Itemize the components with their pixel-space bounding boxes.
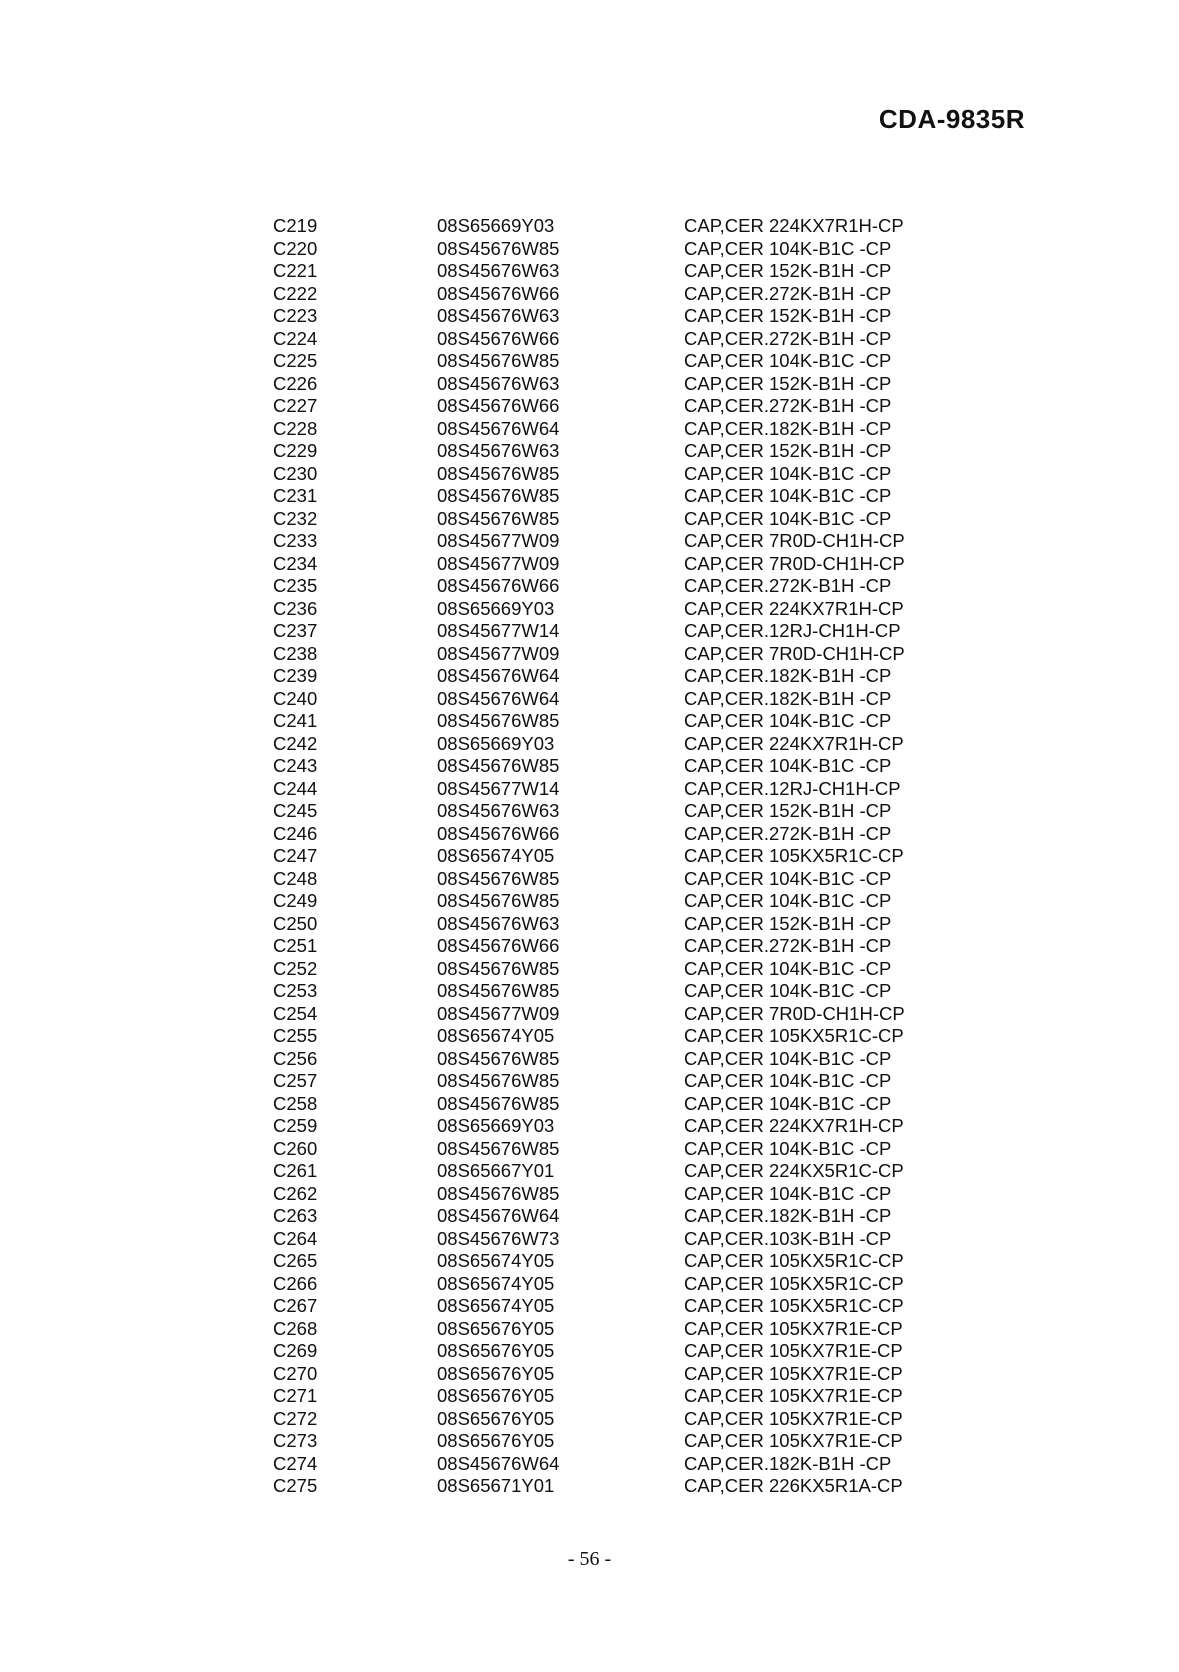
part-description: CAP,CER 104K-B1C -CP [684,1137,892,1159]
part-description: CAP,CER 152K-B1H -CP [684,372,892,394]
part-description: CAP,CER 105KX7R1E-CP [684,1340,903,1361]
part-ref: C224 [273,327,318,349]
part-number: 08S65676Y05 [437,1407,555,1429]
page-number: - 56 - [567,1548,612,1570]
part-number: 08S65674Y05 [437,1272,555,1294]
part-number: 08S45676W85 [437,507,560,529]
part-number: 08S65671Y01 [437,1475,555,1496]
part-ref: C236 [273,597,318,619]
part-number: 08S45676W63 [437,260,560,281]
parts-row [273,890,973,913]
part-ref: C231 [273,485,318,506]
part-ref: C269 [273,1340,318,1361]
part-ref: C230 [273,462,318,484]
parts-row [273,823,973,846]
parts-row [273,1048,973,1071]
parts-row [273,598,973,621]
part-ref: C223 [273,305,318,326]
part-ref: C242 [273,732,318,754]
parts-row [273,1273,973,1296]
parts-row [273,710,973,733]
part-ref: C240 [273,687,318,709]
part-number: 08S45676W63 [437,372,560,394]
part-number: 08S45676W85 [437,867,560,889]
part-description: CAP,CER.182K-B1H -CP [684,1452,892,1474]
part-number: 08S45676W64 [437,687,560,709]
part-ref: C271 [273,1385,318,1406]
part-description: CAP,CER.182K-B1H -CP [684,687,892,709]
parts-row [273,1295,973,1318]
parts-row [273,1318,973,1341]
parts-row [273,1160,973,1183]
part-description: CAP,CER 7R0D-CH1H-CP [684,552,905,574]
part-description: CAP,CER 104K-B1C -CP [684,867,892,889]
part-description: CAP,CER 224KX7R1H-CP [684,732,904,754]
part-number: 08S45676W85 [437,755,560,776]
parts-row [273,283,973,306]
part-description: CAP,CER 105KX5R1C-CP [684,845,904,866]
part-ref: C259 [273,1115,318,1136]
parts-row [273,463,973,486]
part-ref: C256 [273,1047,318,1069]
parts-row [273,1138,973,1161]
part-number: 08S45677W14 [437,777,560,799]
part-number: 08S45676W85 [437,1092,560,1114]
parts-row [273,440,973,463]
part-description: CAP,CER.272K-B1H -CP [684,395,892,416]
part-description: CAP,CER 105KX7R1E-CP [684,1385,903,1406]
part-number: 08S65674Y05 [437,1295,555,1316]
part-number: 08S45676W66 [437,822,560,844]
part-description: CAP,CER 104K-B1C -CP [684,507,892,529]
part-number: 08S45676W85 [437,890,560,911]
part-description: CAP,CER 104K-B1C -CP [684,1070,892,1091]
part-number: 08S45676W85 [437,710,560,731]
parts-row [273,1430,973,1453]
part-number: 08S45676W73 [437,1227,560,1249]
parts-row [273,1070,973,1093]
parts-row [273,418,973,441]
part-number: 08S65676Y05 [437,1430,555,1451]
part-ref: C228 [273,417,318,439]
part-ref: C244 [273,777,318,799]
parts-row [273,485,973,508]
parts-row [273,1093,973,1116]
part-ref: C275 [273,1475,318,1496]
part-description: CAP,CER 7R0D-CH1H-CP [684,642,905,664]
part-description: CAP,CER 105KX7R1E-CP [684,1407,903,1429]
parts-row [273,1340,973,1363]
part-ref: C220 [273,237,318,259]
parts-row [273,260,973,283]
part-ref: C260 [273,1137,318,1159]
part-description: CAP,CER 226KX5R1A-CP [684,1475,903,1496]
part-description: CAP,CER 152K-B1H -CP [684,912,892,934]
part-ref: C225 [273,350,318,371]
part-description: CAP,CER 105KX7R1E-CP [684,1362,903,1384]
part-ref: C258 [273,1092,318,1114]
part-description: CAP,CER.103K-B1H -CP [684,1227,892,1249]
part-number: 08S45677W09 [437,642,560,664]
part-description: CAP,CER.182K-B1H -CP [684,417,892,439]
part-ref: C241 [273,710,318,731]
part-number: 08S45676W85 [437,957,560,979]
part-description: CAP,CER 104K-B1C -CP [684,1182,892,1204]
part-description: CAP,CER 224KX5R1C-CP [684,1160,904,1181]
part-number: 08S45676W66 [437,575,560,596]
part-description: CAP,CER 7R0D-CH1H-CP [684,530,905,551]
part-number: 08S45676W66 [437,282,560,304]
parts-row [273,958,973,981]
part-description: CAP,CER 105KX7R1E-CP [684,1317,903,1339]
parts-row [273,1228,973,1251]
part-number: 08S45676W63 [437,440,560,461]
part-description: CAP,CER 152K-B1H -CP [684,260,892,281]
part-description: CAP,CER.272K-B1H -CP [684,822,892,844]
part-number: 08S45676W64 [437,417,560,439]
part-ref: C248 [273,867,318,889]
part-description: CAP,CER 104K-B1C -CP [684,237,892,259]
parts-row [273,800,973,823]
part-ref: C264 [273,1227,318,1249]
part-number: 08S65669Y03 [437,1115,555,1136]
part-number: 08S45677W09 [437,1002,560,1024]
part-ref: C233 [273,530,318,551]
part-ref: C268 [273,1317,318,1339]
part-description: CAP,CER 152K-B1H -CP [684,800,892,821]
parts-row [273,913,973,936]
part-number: 08S65676Y05 [437,1385,555,1406]
part-ref: C243 [273,755,318,776]
part-number: 08S45676W85 [437,1070,560,1091]
part-ref: C238 [273,642,318,664]
parts-row [273,238,973,261]
parts-row [273,350,973,373]
part-description: CAP,CER 104K-B1C -CP [684,462,892,484]
part-number: 08S65676Y05 [437,1317,555,1339]
parts-row [273,1205,973,1228]
part-number: 08S65674Y05 [437,845,555,866]
part-description: CAP,CER 104K-B1C -CP [684,980,892,1001]
part-ref: C273 [273,1430,318,1451]
part-number: 08S45677W09 [437,552,560,574]
part-ref: C261 [273,1160,318,1181]
parts-row [273,778,973,801]
parts-row [273,530,973,553]
parts-row [273,1183,973,1206]
part-ref: C232 [273,507,318,529]
part-ref: C234 [273,552,318,574]
part-description: CAP,CER 104K-B1C -CP [684,755,892,776]
part-number: 08S65669Y03 [437,732,555,754]
part-number: 08S45676W63 [437,305,560,326]
part-ref: C251 [273,935,318,956]
part-number: 08S65676Y05 [437,1362,555,1384]
parts-row [273,1115,973,1138]
part-number: 08S45676W85 [437,1137,560,1159]
part-ref: C245 [273,800,318,821]
parts-row [273,508,973,531]
part-ref: C239 [273,665,318,686]
part-number: 08S45676W85 [437,1047,560,1069]
part-number: 08S45676W66 [437,395,560,416]
parts-row [273,1408,973,1431]
part-ref: C249 [273,890,318,911]
parts-row [273,1385,973,1408]
part-description: CAP,CER 104K-B1C -CP [684,1047,892,1069]
part-ref: C263 [273,1205,318,1226]
part-description: CAP,CER 104K-B1C -CP [684,485,892,506]
part-ref: C252 [273,957,318,979]
part-number: 08S45676W66 [437,327,560,349]
parts-row [273,1363,973,1386]
parts-row [273,665,973,688]
parts-row [273,373,973,396]
parts-row [273,845,973,868]
part-number: 08S65676Y05 [437,1340,555,1361]
part-number: 08S45676W64 [437,1452,560,1474]
part-number: 08S45676W85 [437,485,560,506]
part-ref: C272 [273,1407,318,1429]
parts-row [273,620,973,643]
part-number: 08S45676W85 [437,350,560,371]
part-description: CAP,CER 104K-B1C -CP [684,710,892,731]
parts-row [273,688,973,711]
parts-row [273,935,973,958]
part-description: CAP,CER 105KX7R1E-CP [684,1430,903,1451]
parts-row [273,643,973,666]
parts-row [273,1475,973,1498]
parts-row [273,215,973,238]
part-description: CAP,CER 224KX7R1H-CP [684,1115,904,1136]
part-ref: C226 [273,372,318,394]
part-ref: C219 [273,215,318,236]
part-ref: C246 [273,822,318,844]
part-ref: C267 [273,1295,318,1316]
part-ref: C221 [273,260,318,281]
part-description: CAP,CER.182K-B1H -CP [684,1205,892,1226]
part-ref: C262 [273,1182,318,1204]
part-number: 08S45676W85 [437,237,560,259]
part-description: CAP,CER 7R0D-CH1H-CP [684,1002,905,1024]
part-number: 08S45676W64 [437,1205,560,1226]
parts-row [273,305,973,328]
part-number: 08S45676W63 [437,800,560,821]
part-number: 08S45676W85 [437,980,560,1001]
part-ref: C229 [273,440,318,461]
part-description: CAP,CER 152K-B1H -CP [684,440,892,461]
part-description: CAP,CER 105KX5R1C-CP [684,1272,904,1294]
part-ref: C235 [273,575,318,596]
part-number: 08S45676W85 [437,1182,560,1204]
part-number: 08S65669Y03 [437,215,555,236]
parts-row [273,575,973,598]
parts-list [273,215,973,1498]
part-description: CAP,CER.182K-B1H -CP [684,665,892,686]
part-description: CAP,CER 105KX5R1C-CP [684,1025,904,1046]
part-ref: C257 [273,1070,318,1091]
part-number: 08S45676W66 [437,935,560,956]
part-number: 08S45676W64 [437,665,560,686]
part-ref: C227 [273,395,318,416]
part-ref: C237 [273,620,318,641]
part-ref: C222 [273,282,318,304]
part-description: CAP,CER 104K-B1C -CP [684,350,892,371]
parts-row [273,868,973,891]
part-number: 08S65667Y01 [437,1160,555,1181]
part-description: CAP,CER 105KX5R1C-CP [684,1295,904,1316]
parts-row [273,1025,973,1048]
part-ref: C266 [273,1272,318,1294]
part-ref: C274 [273,1452,318,1474]
part-ref: C250 [273,912,318,934]
parts-row [273,553,973,576]
parts-row [273,328,973,351]
part-description: CAP,CER.272K-B1H -CP [684,282,892,304]
parts-row [273,980,973,1003]
part-ref: C265 [273,1250,318,1271]
part-description: CAP,CER 105KX5R1C-CP [684,1250,904,1271]
part-description: CAP,CER 224KX7R1H-CP [684,215,904,236]
part-description: CAP,CER 104K-B1C -CP [684,1092,892,1114]
part-description: CAP,CER 104K-B1C -CP [684,890,892,911]
part-description: CAP,CER 224KX7R1H-CP [684,597,904,619]
model-title: CDA-9835R [878,104,1025,134]
part-ref: C253 [273,980,318,1001]
part-ref: C255 [273,1025,318,1046]
part-ref: C270 [273,1362,318,1384]
part-number: 08S65674Y05 [437,1250,555,1271]
part-description: CAP,CER.12RJ-CH1H-CP [684,777,901,799]
part-ref: C247 [273,845,318,866]
part-number: 08S65669Y03 [437,597,555,619]
part-number: 08S45676W63 [437,912,560,934]
parts-row [273,1453,973,1476]
parts-row [273,755,973,778]
part-description: CAP,CER.12RJ-CH1H-CP [684,620,901,641]
parts-row [273,1003,973,1026]
part-description: CAP,CER 104K-B1C -CP [684,957,892,979]
part-ref: C254 [273,1002,318,1024]
part-description: CAP,CER.272K-B1H -CP [684,935,892,956]
part-number: 08S45677W14 [437,620,560,641]
part-description: CAP,CER 152K-B1H -CP [684,305,892,326]
part-description: CAP,CER.272K-B1H -CP [684,575,892,596]
parts-row [273,395,973,418]
part-number: 08S65674Y05 [437,1025,555,1046]
part-description: CAP,CER.272K-B1H -CP [684,327,892,349]
part-number: 08S45677W09 [437,530,560,551]
part-number: 08S45676W85 [437,462,560,484]
parts-row [273,733,973,756]
parts-row [273,1250,973,1273]
